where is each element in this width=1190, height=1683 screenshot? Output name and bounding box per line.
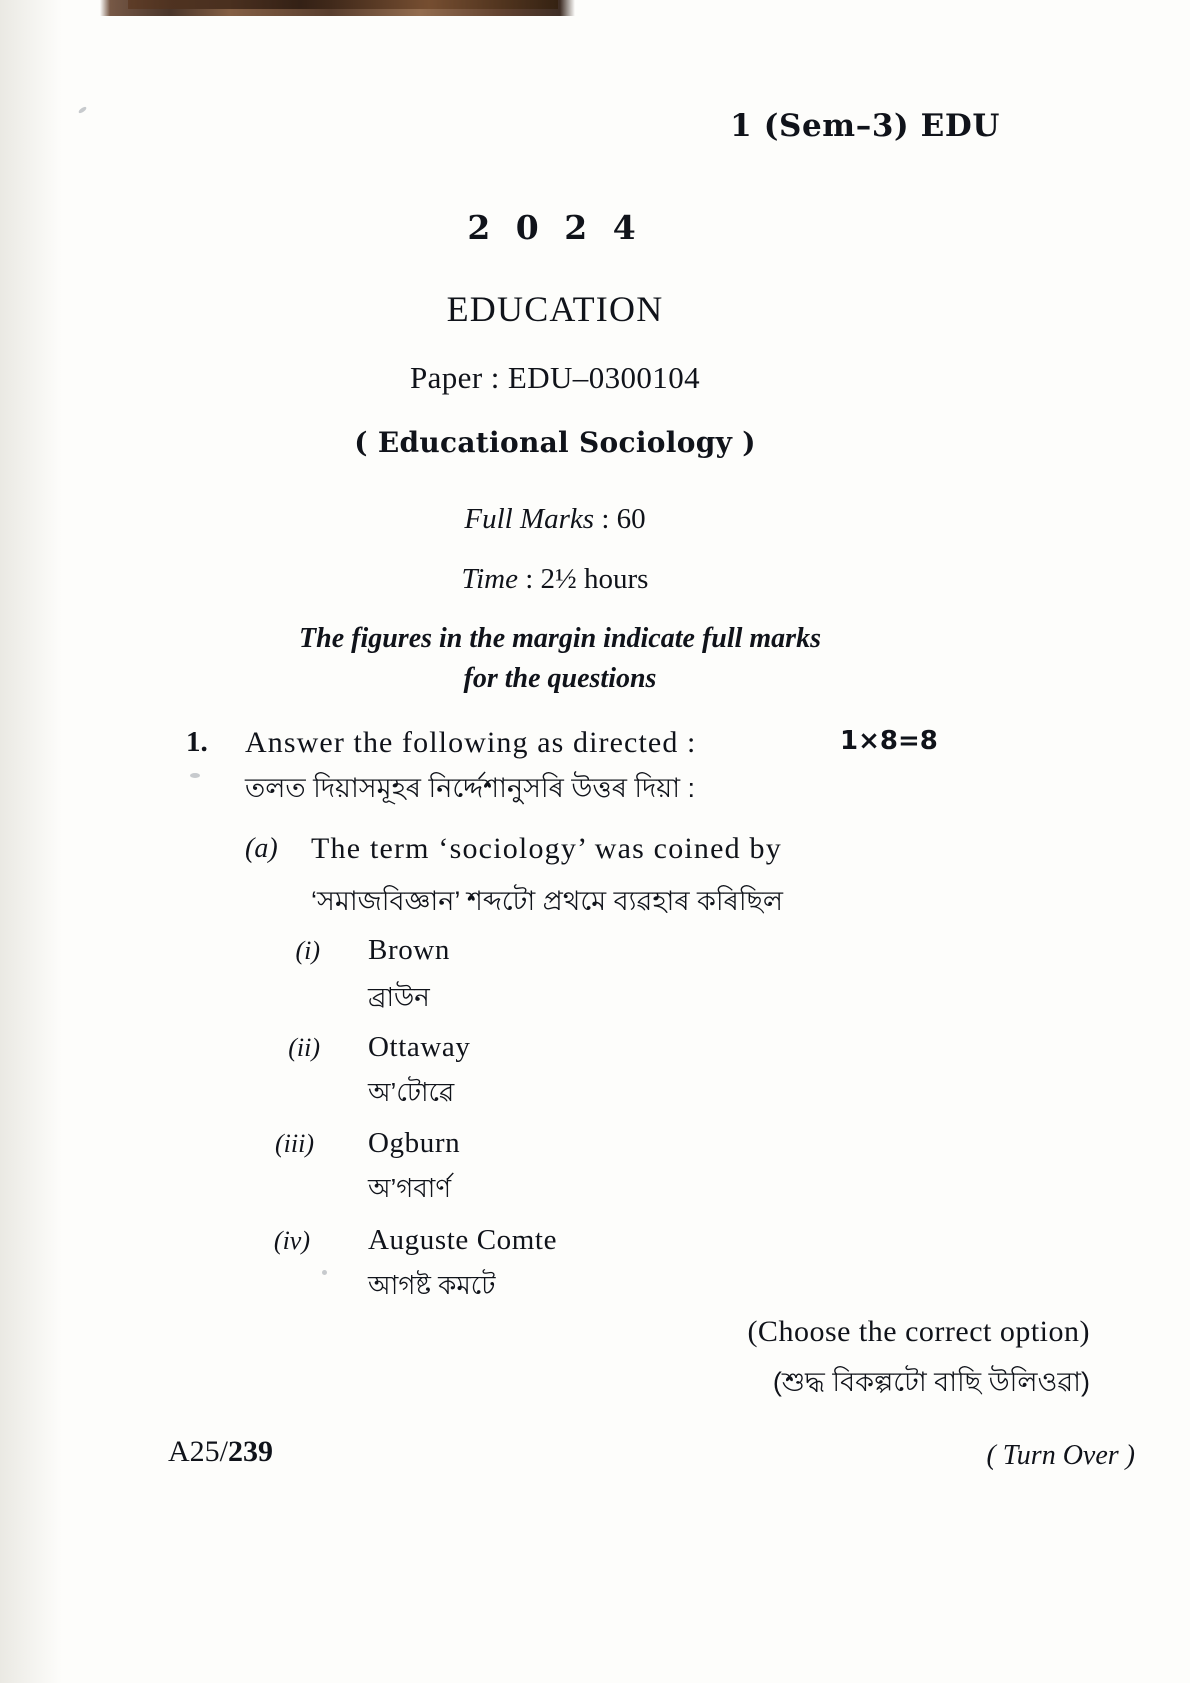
option-text-iv-english[interactable]: Auguste Comte [368, 1224, 558, 1256]
full-marks-value: : 60 [601, 503, 646, 535]
instruction-line-1: The figures in the margin indicate full marks [299, 623, 821, 654]
option-label-i: (i) [295, 936, 320, 965]
part-a-text-english: The term ‘sociology’ was coined by [311, 832, 782, 865]
option-text-ii-english[interactable]: Ottaway [368, 1031, 471, 1063]
scan-speck [322, 1270, 327, 1275]
footer-code-suffix: 239 [228, 1435, 273, 1468]
directive-english: (Choose the correct option) [747, 1315, 1090, 1348]
exam-year: 2 0 2 4 [467, 208, 643, 247]
scan-left-shadow [0, 0, 62, 1683]
paper-number: Paper : EDU–0300104 [409, 360, 700, 395]
option-text-iv-assamese: আগষ্ট কমটে [368, 1270, 496, 1300]
option-label-iii: (iii) [275, 1129, 314, 1158]
part-a-text-assamese: ‘সমাজবিজ্ঞান’ শব্দটো প্ৰথমে ব্যৱহাৰ কৰিছিল [311, 886, 784, 916]
part-label-a: (a) [245, 833, 278, 864]
question-number: 1. [186, 726, 208, 758]
option-text-i-assamese: ব্ৰাউন [368, 982, 430, 1012]
full-marks [0, 503, 1110, 536]
paper-code: 1 (Sem–3) EDU [730, 108, 1000, 144]
turn-over-note: ( Turn Over ) [986, 1440, 1135, 1471]
directive-assamese: (শুদ্ধ বিকল্পটো বাছি উলিওৱা) [772, 1367, 1090, 1397]
option-text-ii-assamese: অ’টোৱে [368, 1077, 455, 1107]
instruction-line-2: for the questions [463, 663, 657, 694]
paper-title: ( Educational Sociology ) [354, 426, 756, 459]
subject-title: EDUCATION [446, 289, 664, 329]
option-text-iii-english[interactable]: Ogburn [368, 1127, 461, 1159]
question-text-assamese: তলত দিয়াসমূহৰ নিৰ্দ্দেশানুসৰি উত্তৰ দিয়া : [245, 773, 696, 803]
scan-edge-artifact-secondary [128, 0, 558, 9]
footer-code-prefix: A25/ [168, 1435, 228, 1468]
time-value: : 2½ hours [525, 563, 649, 595]
option-label-iv: (iv) [273, 1226, 310, 1255]
time-allowed [0, 563, 1110, 596]
scan-speck [190, 773, 200, 778]
full-marks-label: Full Marks [464, 503, 595, 535]
option-label-ii: (ii) [288, 1033, 320, 1062]
question-text-english: Answer the following as directed : [245, 726, 697, 759]
option-text-i-english[interactable]: Brown [368, 934, 450, 966]
question-marks: 1×8=8 [840, 726, 938, 756]
time-label: Time [461, 563, 518, 595]
option-text-iii-assamese: অ’গবাৰ্ণ [368, 1173, 452, 1203]
